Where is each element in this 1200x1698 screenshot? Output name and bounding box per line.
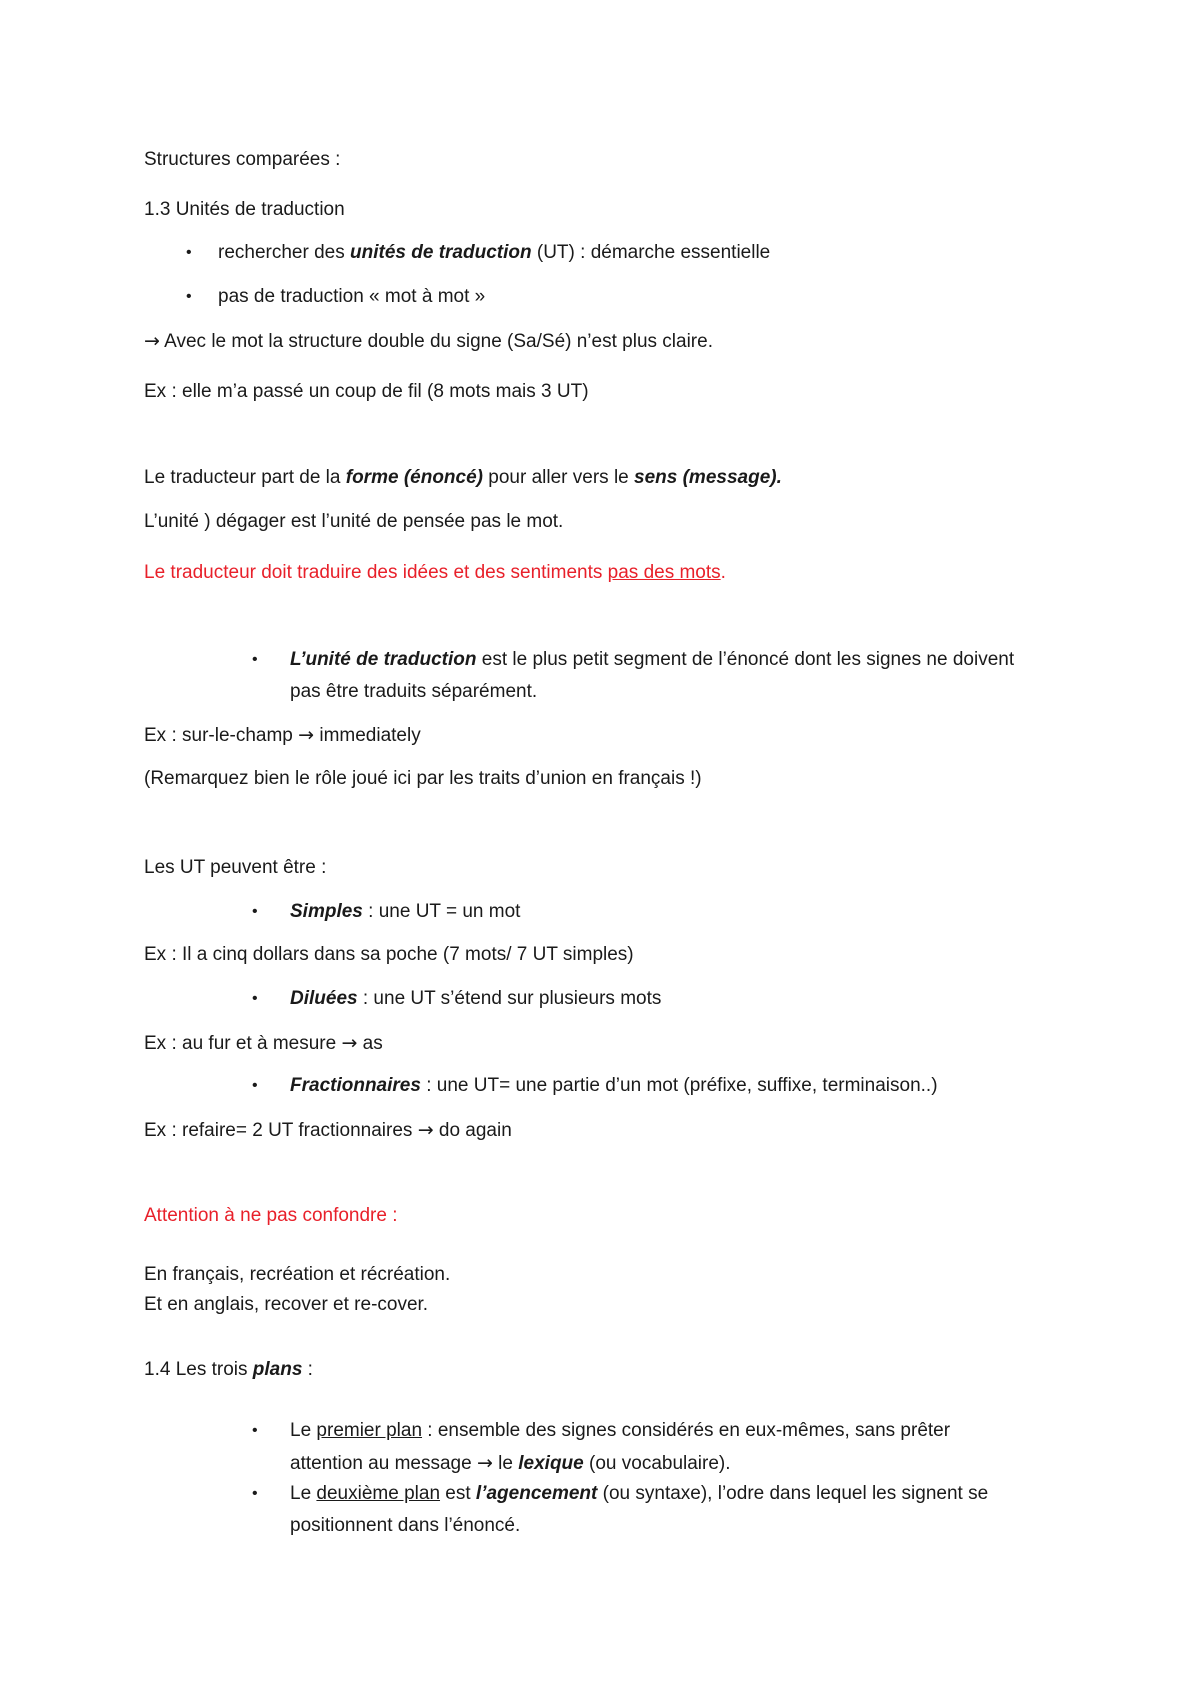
text-span: rechercher des: [218, 242, 351, 263]
term-diluees: Diluées: [290, 988, 358, 1009]
text-span: : une UT s’étend sur plusieurs mots: [357, 988, 662, 1009]
arrow-right-icon: →: [144, 330, 160, 352]
text-span: Ex : sur-le-champ: [144, 725, 299, 746]
text-span: Le traducteur doit traduire des idées et des sentiments: [144, 562, 608, 583]
anglais-line: Et en anglais, recover et re-cover.: [144, 1294, 429, 1315]
text-span: Le: [290, 1420, 317, 1441]
term-lexique: lexique: [518, 1453, 584, 1474]
bullet-item-continuation: [290, 1450, 731, 1477]
bullet-dot: •: [186, 288, 192, 305]
bullet-item-unite-de-traduction: [290, 647, 1014, 673]
example-refaire: [144, 1117, 512, 1144]
bullet-item-pas-de-traduction: pas de traduction « mot à mot »: [218, 286, 486, 307]
bullet-item-simples: [290, 899, 520, 925]
red-emphasis-line: [144, 560, 726, 586]
arrow-right-icon: →: [476, 1452, 493, 1474]
unite-degager-line: L’unité ) dégager est l’unité de pensée pas le mot.: [144, 511, 564, 532]
avec-le-mot-line: [144, 328, 713, 355]
term-forme: forme (énoncé): [345, 467, 483, 488]
bullet-dot: •: [252, 1077, 258, 1094]
text-span: : une UT = un mot: [362, 901, 521, 922]
text-span: :: [302, 1359, 313, 1380]
term-unites-de-traduction: unités de traduction: [350, 242, 532, 263]
term-plans: plans: [252, 1359, 303, 1380]
arrow-right-icon: →: [417, 1119, 434, 1141]
remarque-line: (Remarquez bien le rôle joué ici par les traits d’union en français !): [144, 768, 702, 789]
term-unite-de-traduction: L’unité de traduction: [290, 649, 477, 670]
text-span: Avec le mot la structure double du signe (Sa/Sé) n’est plus claire.: [159, 331, 713, 352]
underlined-pas-des-mots: pas des mots: [607, 562, 721, 583]
bullet-item-deuxieme-plan: [290, 1481, 988, 1507]
traducteur-part-line: [144, 465, 782, 491]
document-title: Structures comparées :: [144, 149, 341, 170]
underlined-premier-plan: premier plan: [316, 1420, 423, 1441]
section-heading-1-3: 1.3 Unités de traduction: [144, 199, 345, 220]
example-coup-de-fil: Ex : elle m’a passé un coup de fil (8 mots mais 3 UT): [144, 381, 589, 402]
text-span: (ou syntaxe), l’odre dans lequel les signent se: [597, 1483, 989, 1504]
bullet-dot: •: [252, 1422, 258, 1439]
text-span: Le: [290, 1483, 317, 1504]
bullet-dot: •: [252, 1485, 258, 1502]
bullet-item-continuation: pas être traduits séparément.: [290, 681, 538, 702]
ut-peuvent-etre: Les UT peuvent être :: [144, 857, 327, 878]
example-sur-le-champ: [144, 722, 421, 749]
text-span: do again: [433, 1120, 512, 1141]
text-span: Ex : au fur et à mesure: [144, 1033, 342, 1054]
bullet-item-continuation: positionnent dans l’énoncé.: [290, 1515, 521, 1536]
text-span: immediately: [314, 725, 421, 746]
section-heading-1-4: [144, 1357, 313, 1383]
term-agencement: l’agencement: [475, 1483, 598, 1504]
underlined-deuxieme-plan: deuxième plan: [316, 1483, 441, 1504]
arrow-right-icon: →: [298, 724, 315, 746]
text-span: est: [440, 1483, 476, 1504]
bullet-dot: •: [252, 903, 258, 920]
text-span: pour aller vers le: [483, 467, 635, 488]
bullet-item-diluees: [290, 986, 661, 1012]
text-span: .: [720, 562, 726, 583]
text-span: est le plus petit segment de l’énoncé dont les signes ne doivent: [476, 649, 1015, 670]
francais-line: En français, recréation et récréation.: [144, 1264, 451, 1285]
text-span: : une UT= une partie d’un mot (préfixe, suffixe, terminaison..): [420, 1075, 938, 1096]
bullet-dot: •: [252, 651, 258, 668]
term-fractionnaires: Fractionnaires: [290, 1075, 421, 1096]
bullet-item-rechercher: [218, 240, 770, 266]
bullet-item-premier-plan: [290, 1418, 950, 1444]
bullet-dot: •: [252, 990, 258, 1007]
text-span: Ex : refaire= 2 UT fractionnaires: [144, 1120, 418, 1141]
text-span: Le traducteur part de la: [144, 467, 346, 488]
text-span: 1.4 Les trois: [144, 1359, 253, 1380]
example-cinq-dollars: Ex : Il a cinq dollars dans sa poche (7 mots/ 7 UT simples): [144, 944, 634, 965]
text-span: le: [492, 1453, 519, 1474]
text-span: as: [357, 1033, 383, 1054]
term-sens: sens (message).: [634, 467, 782, 488]
example-au-fur-et-a-mesure: [144, 1030, 383, 1057]
bullet-dot: •: [186, 244, 192, 261]
bullet-item-fractionnaires: [290, 1073, 938, 1099]
term-simples: Simples: [290, 901, 363, 922]
text-span: : ensemble des signes considérés en eux-mêmes, sans prêter: [422, 1420, 951, 1441]
text-span: attention au message: [290, 1453, 477, 1474]
text-span: (UT) : démarche essentielle: [531, 242, 771, 263]
arrow-right-icon: →: [341, 1032, 358, 1054]
attention-heading: Attention à ne pas confondre :: [144, 1205, 398, 1226]
text-span: (ou vocabulaire).: [583, 1453, 731, 1474]
